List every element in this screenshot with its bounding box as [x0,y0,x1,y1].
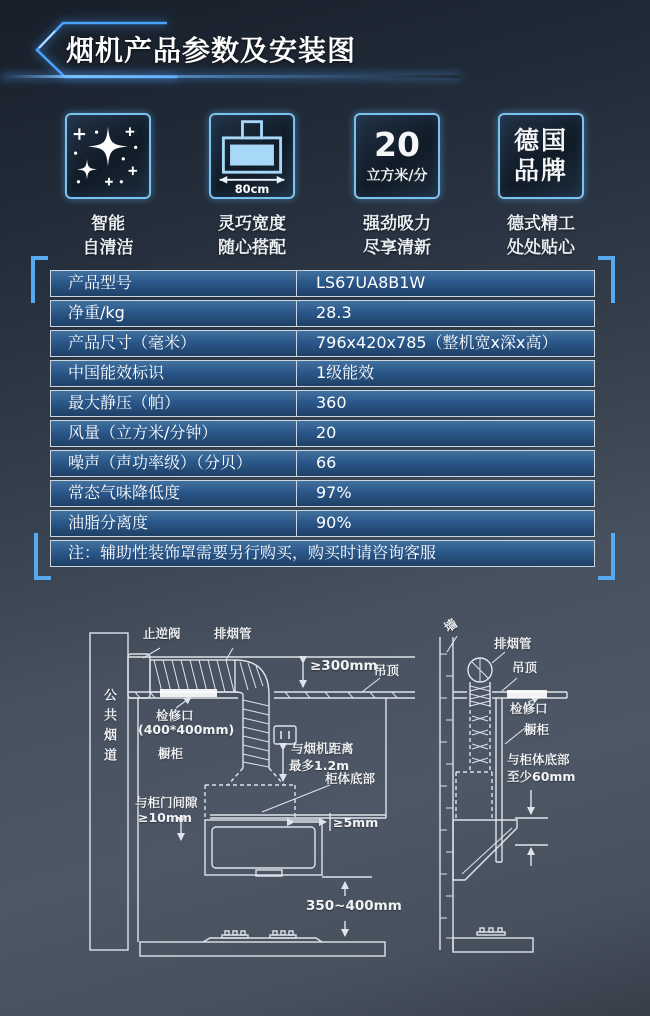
header-glow-line [0,75,460,78]
feature-label-line1: 强劲吸力 [363,214,431,234]
feature-label-line1: 灵巧宽度 [218,214,286,234]
label-wall: 墙 [441,615,460,636]
table-row [50,360,595,387]
table-corner-bracket-bottom-right [598,533,615,580]
table-row [50,510,595,537]
airflow-number: 20 [374,124,420,164]
table-note-row: 注：辅助性装饰罩需要另行购买，购买时请咨询客服 [50,540,595,567]
feature-label-line2: 自清洁 [82,237,134,258]
table-corner-bracket-top-left [31,256,48,303]
feature-label-line2: 随心搭配 [218,237,286,258]
label-inspection-size: (400*400mm) [138,722,235,737]
row-label: 常态气味降低度 [51,481,297,506]
feature-label [322,213,472,261]
row-value: 360 [316,393,347,412]
label-inspection-right: 检修口 [510,701,548,716]
feature-label-line2: 处处贴心 [507,237,575,258]
hood-width-icon [209,113,295,199]
row-value: LS67UA8B1W [316,273,426,292]
table-row [50,300,595,327]
label-min-5mm: ≥5mm [333,815,379,830]
spec-table [50,270,595,567]
row-label: 噪声（声功率级）（分贝） [51,451,297,476]
feature-label [466,213,616,261]
row-value: 66 [316,453,337,472]
table-row [50,480,595,507]
feature-label-line2: 尽享清新 [363,237,431,258]
airflow-unit: 立方米/分 [366,167,428,184]
row-label: 中国能效标识 [51,361,297,386]
row-value: 1级能效 [316,363,375,382]
label-hood-distance-2: 最多1.2m [289,758,350,773]
label-cabinet-bottom-right-1: 与柜体底部 [507,752,570,767]
row-value: 796x420x785（整机宽x深x高） [316,333,558,352]
row-label: 最大静压（帕） [51,391,297,416]
feature-brand [466,113,616,261]
row-label: 风量（立方米/分钟） [51,421,297,446]
label-door-gap-2: ≥10mm [138,810,192,825]
table-corner-bracket-top-right [598,256,615,303]
width-80cm-text: 80cm [234,182,270,196]
row-value: 28.3 [316,303,352,322]
label-inspection-left: 检修口 [156,708,194,723]
label-exhaust-pipe-right: 排烟管 [494,636,532,651]
table-corner-bracket-bottom-left [34,533,51,580]
label-check-valve: 止逆阀 [143,626,181,641]
feature-label-line1: 德式精工 [507,214,575,234]
table-row [50,420,595,447]
sparkle-icon [65,113,151,199]
feature-width [177,113,327,261]
airflow-value-badge [354,113,440,199]
label-min-300mm: ≥300mm [310,658,378,674]
label-cabinet-bottom-left: 柜体底部 [325,771,376,786]
label-height-range: 350~400mm [306,898,402,914]
row-value: 20 [316,423,337,442]
table-row [50,390,595,417]
label-public-flue: 公共烟道 [101,688,116,768]
label-cabinet-right: 橱柜 [524,722,550,737]
label-door-gap-1: 与柜门间隙 [135,795,198,810]
german-brand-badge [498,113,584,199]
feature-self-clean [33,113,183,261]
feature-label-line1: 智能 [91,214,125,234]
page-title: 烟机产品参数及安装图 [66,34,357,67]
label-cabinet-bottom-right-2: 至少60mm [507,769,576,784]
feature-label [33,213,183,261]
feature-airflow [322,113,472,261]
row-label: 产品型号 [51,271,297,296]
feature-label [177,213,327,261]
row-value: 90% [316,513,352,532]
row-label: 产品尺寸（毫米） [51,331,297,356]
brand-line2: 品牌 [513,156,568,185]
row-label: 净重/kg [51,301,297,326]
label-exhaust-pipe-left: 排烟管 [214,626,252,641]
row-value: 97% [316,483,352,502]
table-row [50,450,595,477]
table-row [50,270,595,297]
label-ceiling-left: 吊顶 [374,663,400,678]
label-hood-distance-1: 与烟机距离 [291,741,354,756]
label-ceiling-right: 吊顶 [512,660,538,675]
brand-line1: 德国 [513,126,568,155]
label-cabinet-left: 橱柜 [158,746,184,761]
row-label: 油脂分离度 [51,511,297,536]
table-row [50,330,595,357]
